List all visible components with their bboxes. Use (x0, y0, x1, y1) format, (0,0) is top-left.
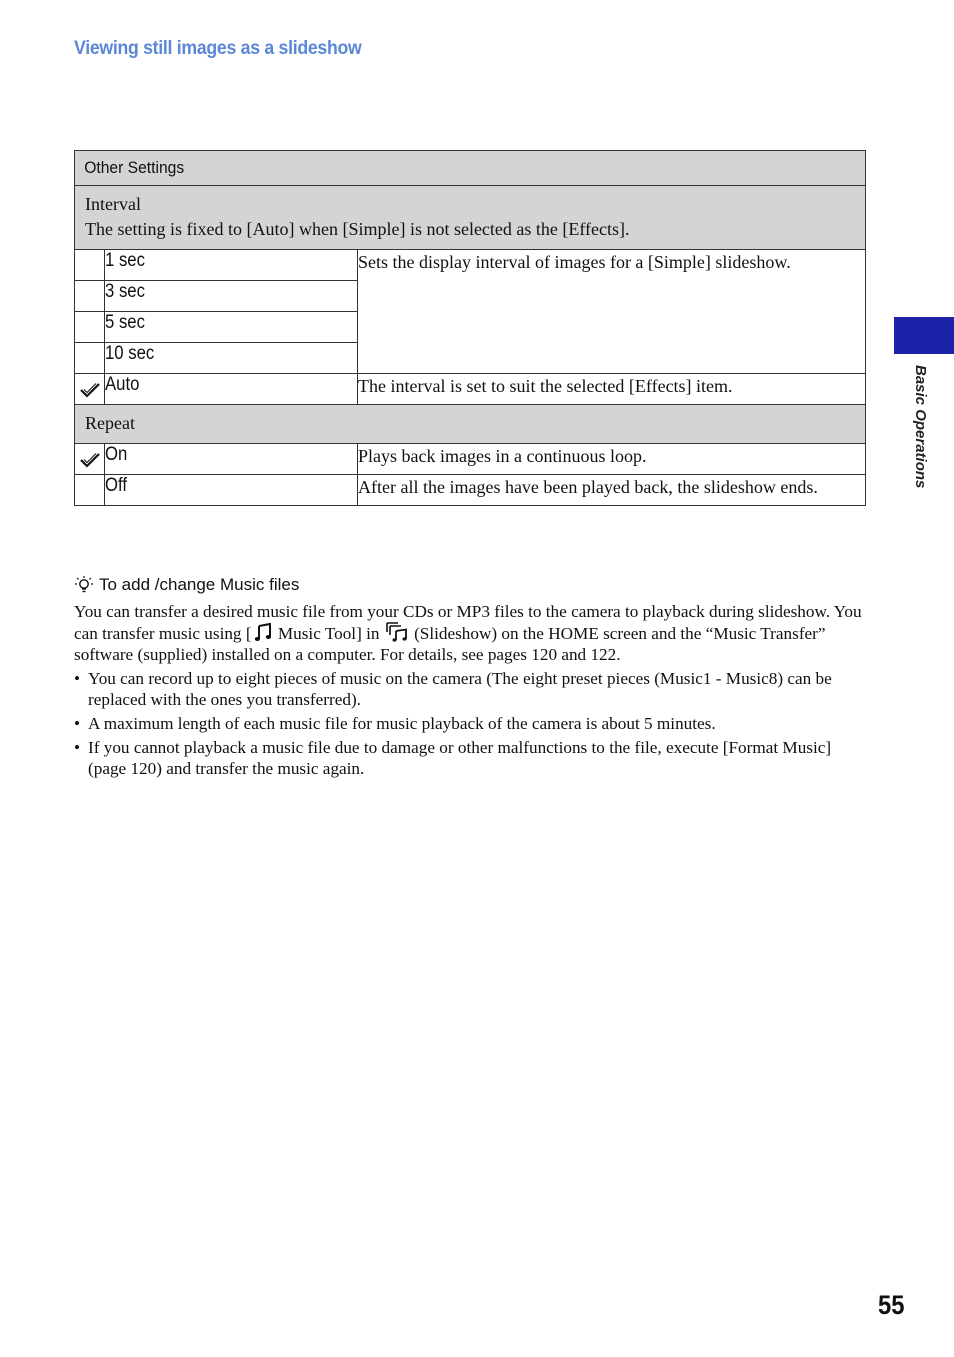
option-label: Auto (105, 374, 358, 405)
repeat-heading: Repeat (85, 413, 135, 433)
interval-heading: Interval (85, 194, 141, 214)
interval-option-row (75, 250, 866, 281)
settings-table (74, 150, 866, 506)
interval-header-row (75, 186, 866, 250)
checkmark-cell (75, 444, 105, 475)
interval-note: The setting is fixed to [Auto] when [Simple] is not selected as the [Effects]. (85, 219, 630, 239)
interval-simple-description: Sets the display interval of images for a [Simple] slideshow. (358, 250, 866, 374)
bullet-item: • A maximum length of each music file for music playback of the camera is about 5 minutes. (74, 713, 866, 734)
option-label: 5 sec (105, 312, 358, 343)
bullet-item: • You can record up to eight pieces of music on the camera (The eight preset pieces (Music1 - Music8) can be replaced with the ones you transferred). (74, 668, 866, 710)
hint-bullet-list (74, 668, 866, 779)
checkmark-cell (75, 312, 105, 343)
bullet-item: • If you cannot playback a music file due to damage or other malfunctions to the file, execute [Format Music] (page 120) and transfer the music again. (74, 737, 866, 779)
option-label: Off (105, 475, 358, 506)
checkmark-cell (75, 281, 105, 312)
checkmark-cell (75, 374, 105, 405)
chapter-tab-label: Basic Operations (912, 365, 929, 489)
other-settings-heading: Other Settings (84, 158, 185, 177)
repeat-option-row (75, 475, 866, 506)
option-label: 3 sec (105, 281, 358, 312)
hint-paragraph: You can transfer a desired music file from your CDs or MP3 files to the camera to playback during slideshow. You can transfer music using [ Music Tool] in (Slideshow) on the HOME screen and the “Music Transfer” software (supplied) installed on a computer. For details, see pages 120 and 122. (74, 602, 862, 664)
section-title: Viewing still images as a slideshow (74, 38, 362, 59)
option-label: On (105, 444, 358, 475)
slideshow-icon (386, 622, 408, 642)
other-settings-row (75, 151, 866, 186)
page-number: 55 (878, 1290, 905, 1320)
repeat-header-row (75, 405, 866, 444)
checkmark-cell (75, 475, 105, 506)
checkmark-cell (75, 250, 105, 281)
interval-option-row (75, 374, 866, 405)
lightbulb-icon (74, 575, 94, 595)
interval-auto-description: The interval is set to suit the selected [Effects] item. (358, 374, 866, 405)
hint-body (74, 601, 866, 782)
checkmark-icon (79, 451, 101, 469)
checkmark-icon (79, 381, 101, 399)
repeat-on-description: Plays back images in a continuous loop. (358, 444, 866, 475)
checkmark-cell (75, 343, 105, 374)
hint-heading (74, 575, 299, 595)
hint-title: To add /change Music files (99, 575, 300, 594)
repeat-option-row (75, 444, 866, 475)
chapter-tab-marker (894, 317, 954, 354)
music-note-icon (254, 622, 272, 642)
option-label: 10 sec (105, 343, 358, 374)
option-label: 1 sec (105, 250, 358, 281)
repeat-off-description: After all the images have been played back, the slideshow ends. (358, 475, 866, 506)
